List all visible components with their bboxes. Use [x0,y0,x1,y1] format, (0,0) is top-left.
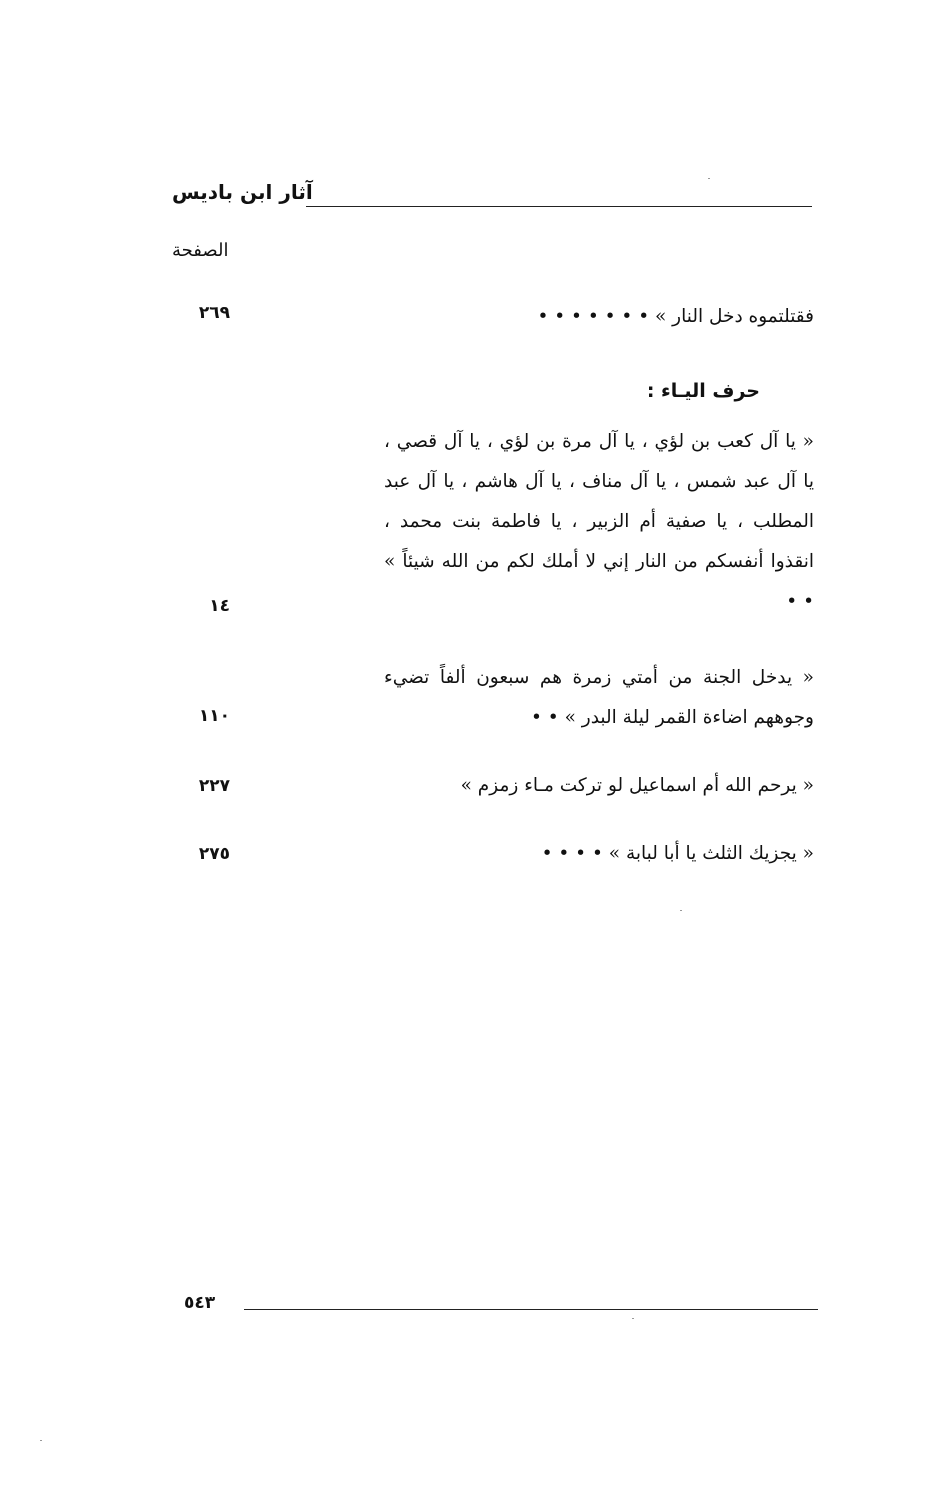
index-entry-page: ٢٧٥ [198,844,230,864]
scan-speck [680,910,682,911]
page-column-label: الصفحة [172,240,229,261]
scan-speck [708,178,710,179]
index-entry-page: ١١٠ [198,706,230,726]
index-entry-text: « يا آل كعب بن لؤي ، يا آل مرة بن لؤي ، يا آل قصي ، يا آل عبد شمس ، يا آل مناف ، يا آل هاشم ، يا آل عبد المطلب ، يا صفية أم الزبير ، يا فاطمة بنت محمد ، انقذوا أنفسكم من النار إني لا أملك لكم من الله شيئاً » • • [384,431,814,612]
index-entry-text: « يرحم الله أم اسماعيل لو تركت مـاء زمزم » [460,775,814,796]
index-entry-page: ٢٦٩ [198,303,230,323]
footer-rule [244,1309,818,1310]
running-header-title: آثار ابن باديس [172,180,313,204]
index-entry-page: ١٤ [209,596,230,616]
scan-speck [40,1440,42,1441]
index-entry-text: « يجزيك الثلث يا أبا لبابة » • • • • [541,843,814,864]
index-entry-text: فقتلتموه دخل النار » • • • • • • • [537,306,814,327]
index-entry-text: « يدخل الجنة من أمتي زمرة هم سبعون ألفاً تضيء وجوههم اضاءة القمر ليلة البدر » • • [384,667,814,728]
header-rule [306,206,812,207]
section-heading: حرف اليـاء : [646,380,760,402]
footer-page-number: ٥٤٣ [184,1293,216,1313]
index-entry-page: ٢٢٧ [198,776,230,796]
scan-speck [632,1318,634,1319]
